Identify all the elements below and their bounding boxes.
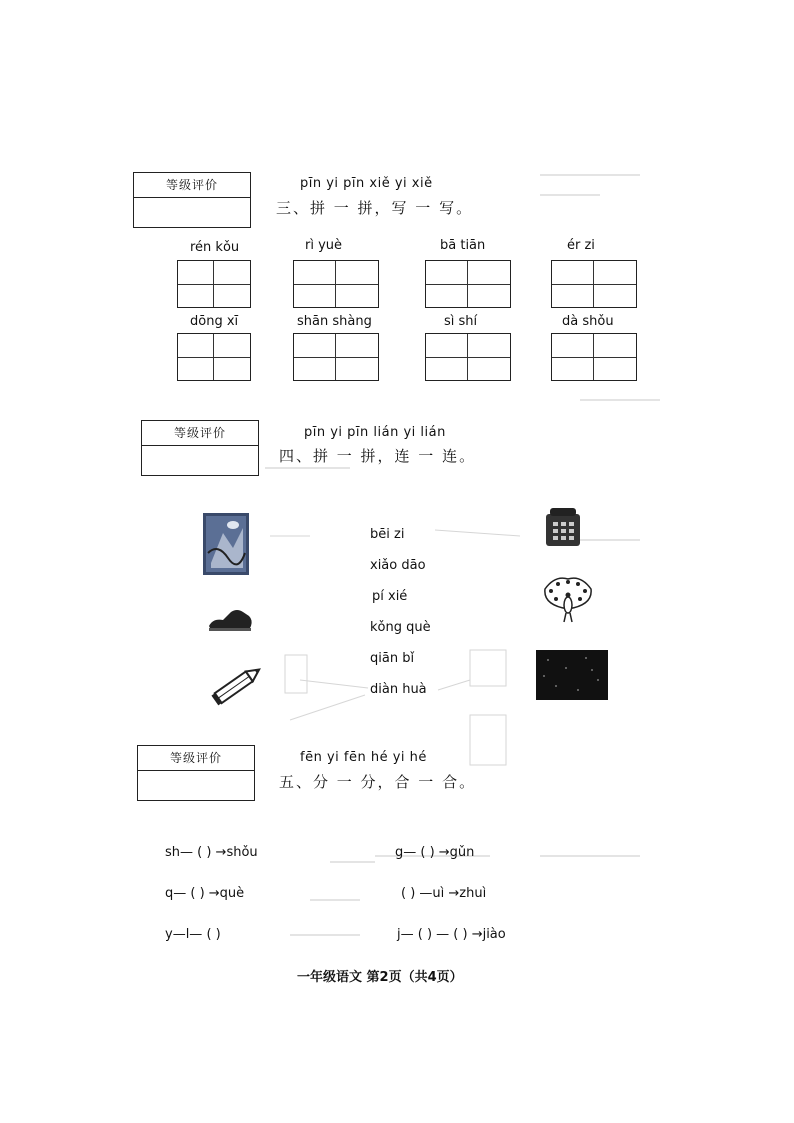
exercise-left: sh— ( ) →shǒu bbox=[165, 845, 258, 860]
exercise-right: ( ) —uì →zhuì bbox=[401, 886, 487, 901]
grid-label: sì shí bbox=[444, 314, 478, 329]
grade-box-section5 bbox=[137, 745, 255, 801]
exercise-right: j— ( ) — ( ) →jiào bbox=[397, 927, 506, 942]
exercise-right: g— ( ) →gǔn bbox=[395, 845, 475, 860]
exercise-left: y—l— ( ) bbox=[165, 927, 221, 942]
grid-label: ér zi bbox=[567, 238, 595, 253]
match-word: kǒng què bbox=[370, 620, 431, 635]
grid-label: bā tiān bbox=[440, 238, 486, 253]
grid-label: rì yuè bbox=[305, 238, 343, 253]
section4-heading: 四、拼 一 拼，连 一 连。 bbox=[279, 447, 477, 465]
match-word: bēi zi bbox=[370, 527, 405, 542]
match-word: diàn huà bbox=[370, 682, 427, 697]
exercise-left: q— ( ) →què bbox=[165, 886, 245, 901]
grade-label: 等级评价 bbox=[134, 173, 250, 198]
match-word: xiǎo dāo bbox=[370, 558, 426, 573]
grid-label: dōng xī bbox=[190, 314, 239, 329]
grade-label: 等级评价 bbox=[138, 746, 254, 771]
grid-label: shān shàng bbox=[297, 314, 372, 329]
section5-pinyin: fēn yi fēn hé yi hé bbox=[300, 750, 427, 765]
section5-heading: 五、分 一 分，合 一 合。 bbox=[279, 773, 477, 791]
section3-pinyin: pīn yi pīn xiě yi xiě bbox=[300, 176, 433, 191]
grid-label: rén kǒu bbox=[190, 240, 240, 255]
page-footer: 一年级语文 第2页（共4页） bbox=[297, 970, 463, 985]
grid-label: dà shǒu bbox=[562, 314, 614, 329]
match-word: qiān bǐ bbox=[370, 651, 415, 666]
section3-heading: 三、拼 一 拼，写 一 写。 bbox=[276, 199, 474, 217]
section4-pinyin: pīn yi pīn lián yi lián bbox=[304, 425, 446, 440]
match-word: pí xié bbox=[372, 589, 408, 604]
grade-label: 等级评价 bbox=[142, 421, 258, 446]
